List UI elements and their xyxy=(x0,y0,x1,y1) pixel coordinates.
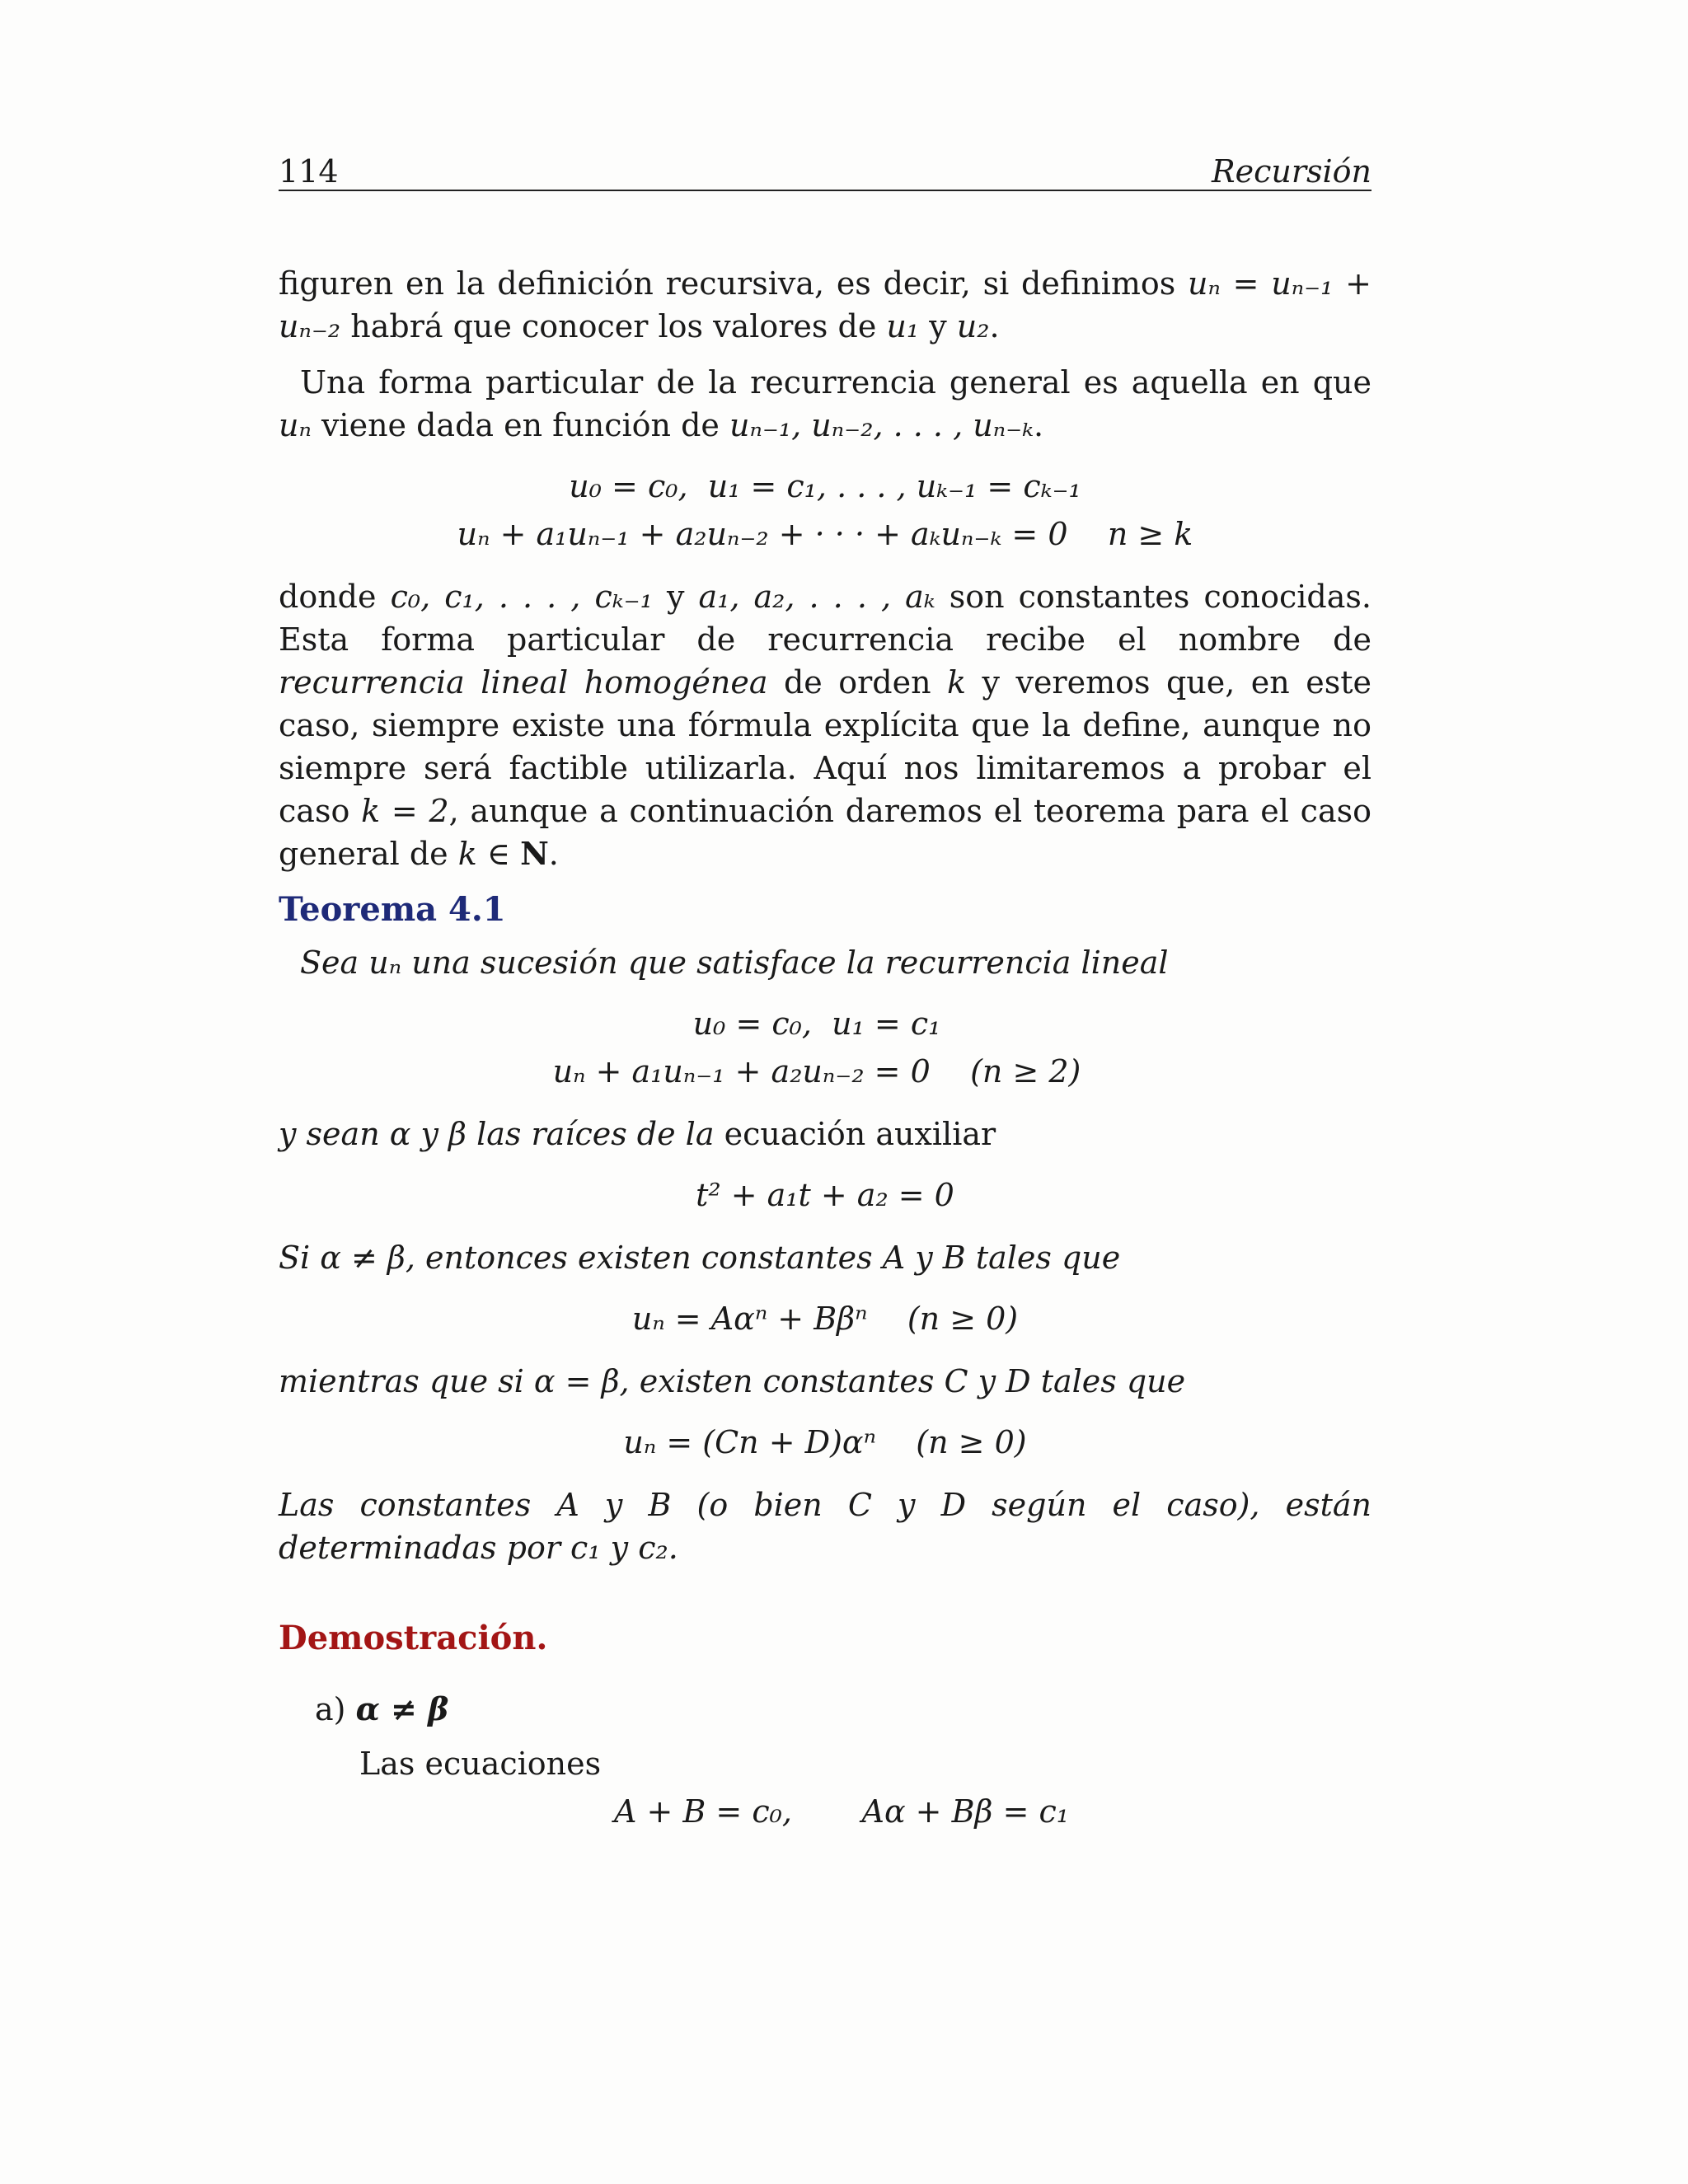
equation-line: uₙ + a₁uₙ₋₁ + a₂uₙ₋₂ = 0 (n ≥ 2) xyxy=(552,1053,1081,1090)
equation-line: u₀ = c₀, u₁ = c₁ xyxy=(692,1005,941,1042)
proof-case-a-text: Las ecuaciones xyxy=(359,1746,602,1782)
inline-math: k = 2 xyxy=(361,793,449,829)
display-equations-1 xyxy=(279,465,1372,555)
proof-label: Demostración. xyxy=(279,1619,548,1657)
text: ecuación auxiliar xyxy=(714,1116,996,1152)
page-header xyxy=(279,153,1372,191)
text: y veremos que, en este caso, siempre existe una fórmula explícita que la define, aunque no siempre será factible utilizarla. Aquí nos limitaremos a probar el caso xyxy=(279,664,1372,829)
inline-math: a₁, a₂, . . . , aₖ xyxy=(698,579,935,615)
text: viene dada en función de xyxy=(311,407,729,443)
inline-math: k xyxy=(947,664,967,701)
inline-math: c₀, c₁, . . . , cₖ₋₁ xyxy=(390,579,653,615)
text: . xyxy=(989,308,1000,344)
equation-line: t² + a₁t + a₂ = 0 xyxy=(696,1177,954,1213)
case-equal-intro: mientras que si α = β, existen constantes C y D tales que xyxy=(279,1363,1186,1399)
text: y xyxy=(919,308,957,344)
paragraph-3 xyxy=(279,575,1372,875)
text: y xyxy=(652,579,699,615)
text: habrá que conocer los valores de xyxy=(340,308,887,344)
auxiliary-equation xyxy=(279,1174,1372,1216)
text: figuren en la definición recursiva, es decir, si definimos xyxy=(279,265,1188,302)
proof-case-a-equations xyxy=(312,1790,1372,1833)
equation-line: A + B = c₀, Aα + Bβ = c₁ xyxy=(613,1793,1070,1830)
case-title: α ≠ β xyxy=(355,1690,449,1727)
inline-equation: uₙ = uₙ₋₁ + uₙ₋₂ xyxy=(279,265,1372,344)
case-equal-equation xyxy=(279,1421,1372,1464)
theorem-recurrence xyxy=(262,1002,1372,1093)
text: . xyxy=(1034,407,1044,443)
inline-math: k ∈ xyxy=(457,836,521,872)
theorem-body xyxy=(279,941,1372,1569)
paragraph-1 xyxy=(279,262,1372,348)
text: Una forma particular de la recurrencia general es aquella en que xyxy=(300,364,1372,401)
case-marker: a) xyxy=(315,1691,346,1727)
theorem-intro: Sea uₙ una sucesión que satisface la recurrencia lineal xyxy=(300,944,1169,981)
page-number: 114 xyxy=(279,153,339,190)
running-title: Recursión xyxy=(1211,153,1372,190)
theorem-conclusion: Las constantes A y B (o bien C y D según el caso), están determinadas por c₁ y c₂. xyxy=(279,1487,1372,1566)
inline-math: u₂ xyxy=(956,308,990,344)
naturals-symbol: N xyxy=(520,835,549,872)
text: de orden xyxy=(767,664,948,701)
auxiliary-intro xyxy=(279,1113,1372,1155)
text: y sean α y β las raíces de la xyxy=(279,1116,715,1152)
proof-case-a xyxy=(315,1688,1372,1731)
text: , aunque a continuación daremos el teorema para el caso general de xyxy=(279,793,1372,872)
text: son constantes conocidas. Esta forma particular de recurrencia recibe el nombre de xyxy=(279,579,1372,658)
equation-line: uₙ + a₁uₙ₋₁ + a₂uₙ₋₂ + · · · + aₖuₙ₋ₖ = 0 n ≥ k xyxy=(457,516,1193,552)
theorem-label: Teorema 4.1 xyxy=(279,890,506,929)
inline-math: uₙ₋₁, uₙ₋₂, . . . , uₙ₋ₖ xyxy=(729,407,1034,443)
text: donde xyxy=(279,579,391,615)
emphasized-term: recurrencia lineal homogénea xyxy=(279,664,768,701)
equation-line: uₙ = (Cn + D)αⁿ (n ≥ 0) xyxy=(623,1424,1027,1460)
page-body xyxy=(279,262,1372,1853)
paragraph-2 xyxy=(279,361,1372,447)
case-distinct-intro: Si α ≠ β, entonces existen constantes A y B tales que xyxy=(279,1240,1121,1276)
text: . xyxy=(548,836,559,872)
equation-line: u₀ = c₀, u₁ = c₁, . . . , uₖ₋₁ = cₖ₋₁ xyxy=(569,468,1081,504)
equation-line: uₙ = Aαⁿ + Bβⁿ (n ≥ 0) xyxy=(631,1301,1019,1337)
case-distinct-equation xyxy=(279,1297,1372,1340)
inline-math: u₁ xyxy=(886,308,920,344)
inline-math: uₙ xyxy=(279,407,312,443)
